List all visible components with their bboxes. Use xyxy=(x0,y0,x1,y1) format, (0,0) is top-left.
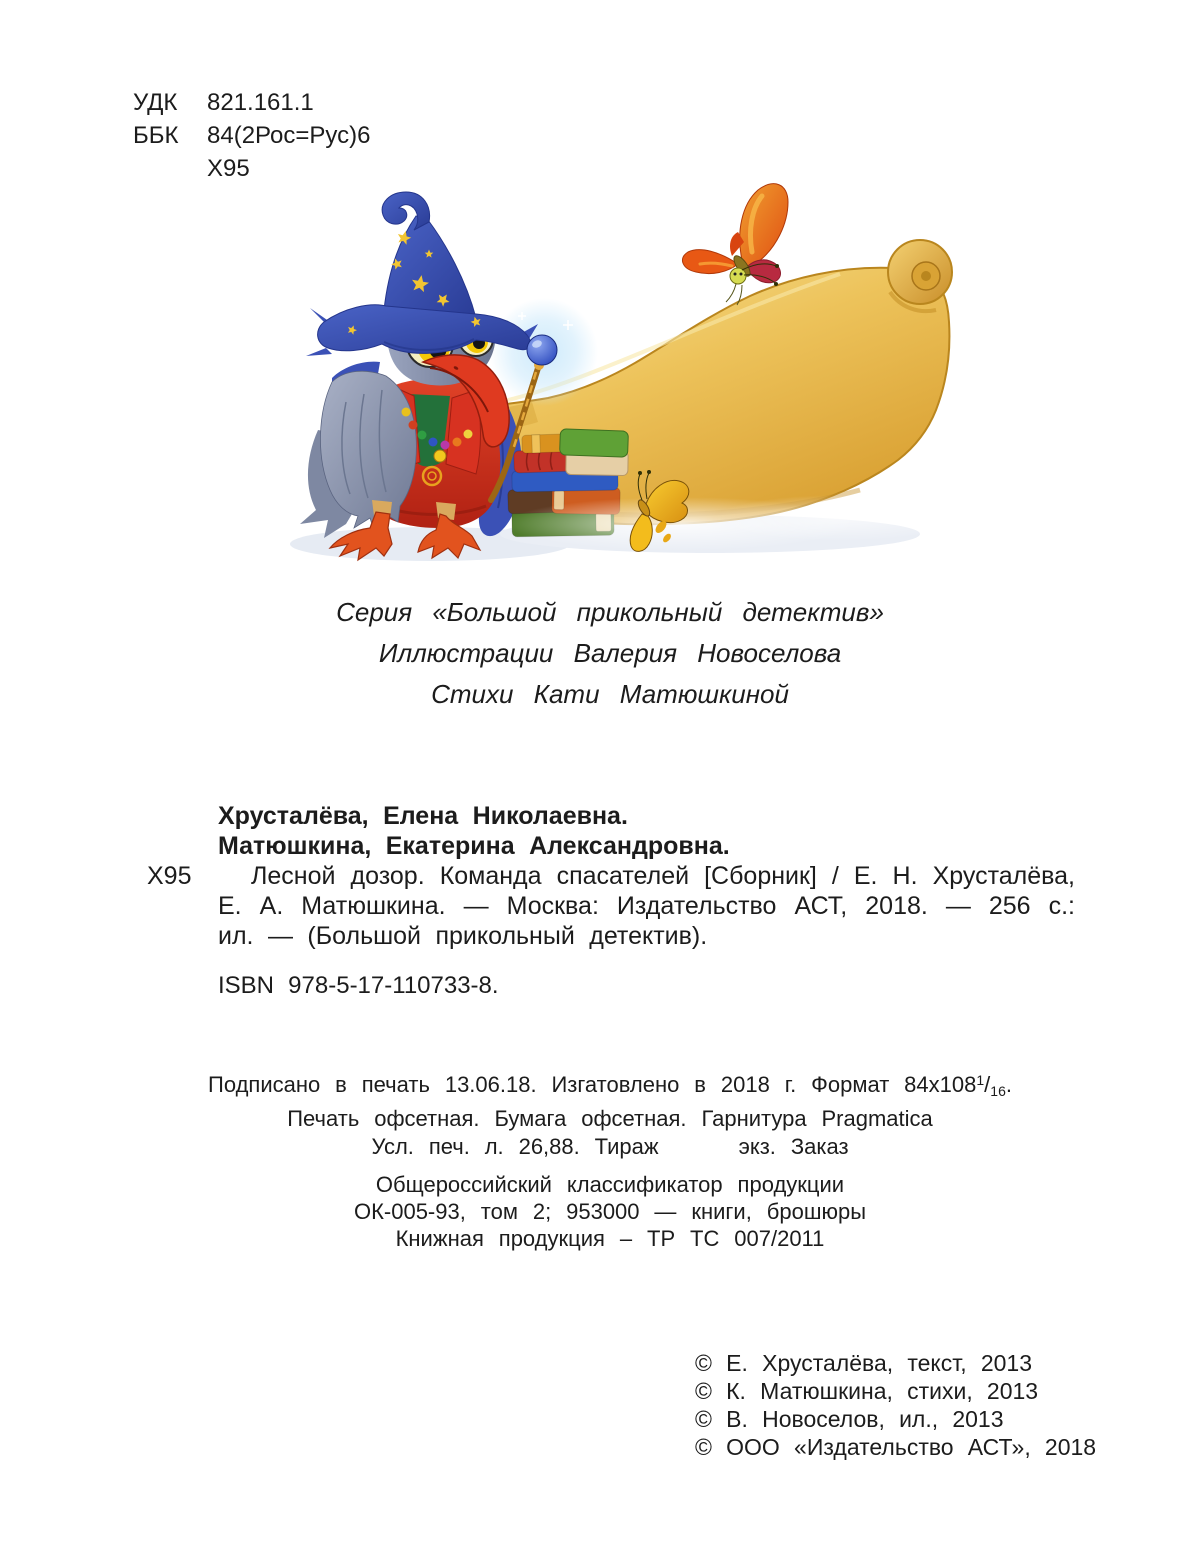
wizard-hat xyxy=(306,192,538,356)
classifier-line-3: Книжная продукция – ТР ТС 007/2011 xyxy=(395,1226,825,1251)
copyright-line: © В. Новоселов, ил., 2013 xyxy=(695,1406,1004,1432)
udk-label: УДК xyxy=(133,89,178,116)
bibliographic-record xyxy=(145,801,1075,1001)
copyright-line: © К. Матюшкина, стихи, 2013 xyxy=(695,1378,1039,1404)
citation-line-3: ил. — (Большой прикольный детектив). xyxy=(218,922,708,950)
author-sign-code-margin: Х95 xyxy=(147,862,192,890)
bbk-value: 84(2Рос=Рус)6 xyxy=(207,122,371,149)
classifier-line-2: ОК-005-93, том 2; 953000 — книги, брошюры xyxy=(353,1199,867,1224)
author-sign-code: Х95 xyxy=(207,155,250,182)
classifier-line-1: Общероссийский классификатор продукции xyxy=(375,1172,845,1197)
author-name-2: Матюшкина, Екатерина Александровна. xyxy=(218,832,730,860)
staff-orb xyxy=(527,335,557,365)
bbk-label: ББК xyxy=(133,122,179,149)
series-block xyxy=(145,592,1075,715)
book-illustration xyxy=(280,172,970,572)
copyright-line: © Е. Хрусталёва, текст, 2013 xyxy=(695,1350,1032,1376)
imprint-block xyxy=(145,1066,1075,1161)
imprint-line-1: Подписано в печать 13.06.18. Изгатовлено в 2018 г. Формат $84х108^1/_{16}$. xyxy=(208,1072,1012,1099)
bibliographic-codes xyxy=(133,86,370,185)
author-name-1: Хрусталёва, Елена Николаевна. xyxy=(218,802,628,830)
citation-line-2: Е. А. Матюшкина. — Москва: Издательство АСТ, 2018. — 256 с.: xyxy=(218,892,1075,920)
format-fraction-numerator: 1 xyxy=(976,1072,985,1088)
imprint-line-3: Усл. печ. л. 26,88. Тираж экз. Заказ xyxy=(371,1134,849,1159)
classifier-block xyxy=(145,1171,1075,1252)
isbn: ISBN 978-5-17-110733-8. xyxy=(218,972,499,999)
copyright-line: © ООО «Издательство АСТ», 2018 xyxy=(695,1434,1097,1460)
citation-line-1: Лесной дозор. Команда спасателей [Сборник] / Е. Н. Хрусталёва, xyxy=(251,862,1075,890)
series-title: Серия «Большой прикольный детектив» xyxy=(336,597,884,627)
imprint-line-2: Печать офсетная. Бумага офсетная. Гарнитура Pragmatica xyxy=(287,1106,933,1131)
series-illustrator: Иллюстрации Валерия Новоселова xyxy=(378,638,842,668)
copyright-block xyxy=(695,1349,1096,1461)
format-fraction-denominator: 16 xyxy=(990,1083,1006,1099)
udk-value: 821.161.1 xyxy=(207,89,314,116)
citation-paragraph xyxy=(218,861,1075,951)
series-poems: Стихи Кати Матюшкиной xyxy=(431,679,789,709)
